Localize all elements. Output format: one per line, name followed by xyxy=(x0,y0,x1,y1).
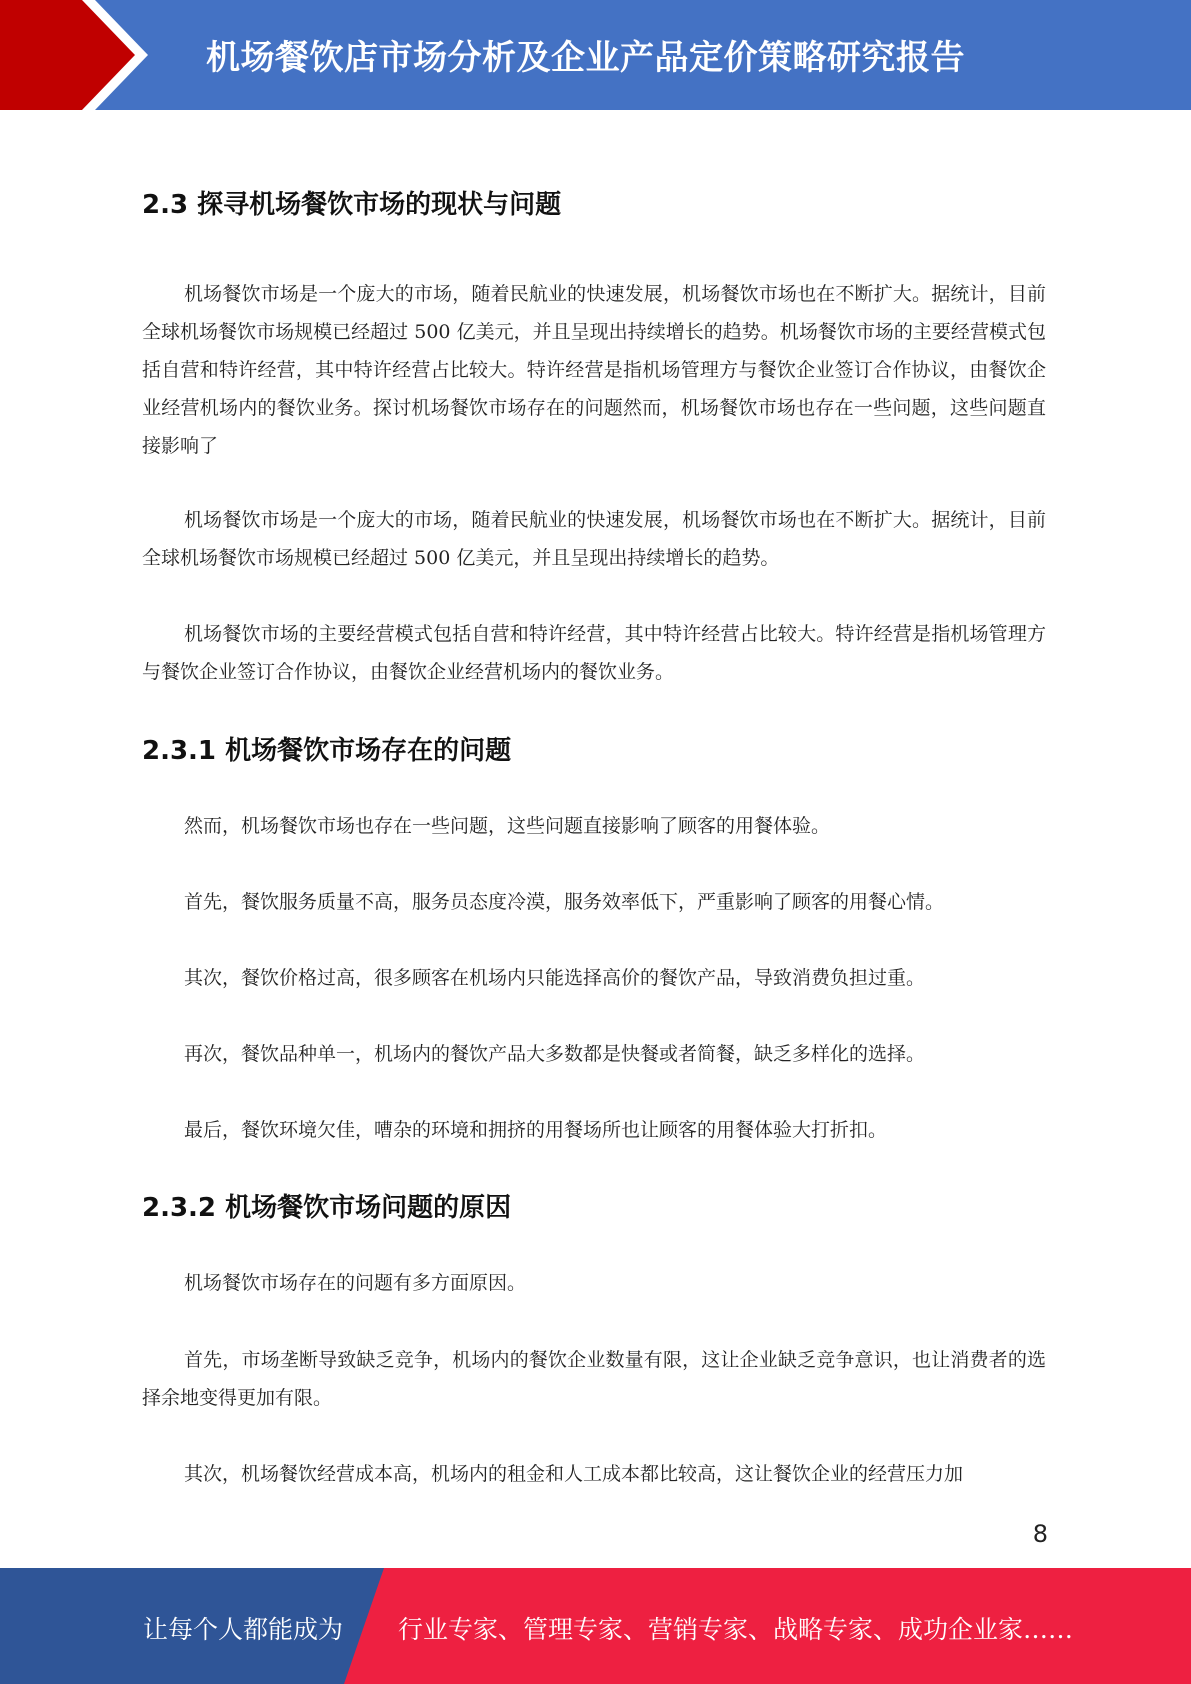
footer-slogan-right: 行业专家、管理专家、营销专家、战略专家、成功企业家…… xyxy=(398,1615,1074,1644)
footer-banner xyxy=(0,1568,1191,1684)
header-banner xyxy=(0,0,1191,110)
paragraph: 机场餐饮市场是一个庞大的市场，随着民航业的快速发展，机场餐饮市场也在不断扩大。据统计，目前全球机场餐饮市场规模已经超过 500 亿美元，并且呈现出持续增长的趋势。机场餐饮市场的主要经营模式包括自营和特许经营，其中特许经营占比较大。特许经营是指机场管理方与餐饮企业签订合作协议，由餐饮企业经营机场内的餐饮业务。探讨机场餐饮市场存在的问题然而，机场餐饮市场也存在一些问题，这些问题直接影响了 xyxy=(142,283,1046,457)
header-arrow-decoration xyxy=(0,0,160,110)
report-title: 机场餐饮店市场分析及企业产品定价策略研究报告 xyxy=(206,38,965,78)
paragraph: 机场餐饮市场存在的问题有多方面原因。 xyxy=(184,1272,527,1294)
footer-slogan-left: 让每个人都能成为 xyxy=(143,1615,344,1644)
paragraph: 最后，餐饮环境欠佳，嘈杂的环境和拥挤的用餐场所也让顾客的用餐体验大打折扣。 xyxy=(184,1119,888,1141)
paragraph: 机场餐饮市场是一个庞大的市场，随着民航业的快速发展，机场餐饮市场也在不断扩大。据统计，目前全球机场餐饮市场规模已经超过 500 亿美元，并且呈现出持续增长的趋势。 xyxy=(142,509,1046,569)
paragraph: 其次，机场餐饮经营成本高，机场内的租金和人工成本都比较高，这让餐饮企业的经营压力加 xyxy=(184,1463,964,1485)
section-heading-2-3-2: 2.3.2 机场餐饮市场问题的原因 xyxy=(142,1193,512,1223)
paragraph: 首先，餐饮服务质量不高，服务员态度冷漠，服务效率低下，严重影响了顾客的用餐心情。 xyxy=(184,891,945,913)
section-heading-2-3: 2.3 探寻机场餐饮市场的现状与问题 xyxy=(142,190,562,220)
paragraph: 再次，餐饮品种单一，机场内的餐饮产品大多数都是快餐或者简餐，缺乏多样化的选择。 xyxy=(184,1043,926,1065)
paragraph: 然而，机场餐饮市场也存在一些问题，这些问题直接影响了顾客的用餐体验。 xyxy=(184,815,831,837)
paragraph: 机场餐饮市场的主要经营模式包括自营和特许经营，其中特许经营占比较大。特许经营是指机场管理方与餐饮企业签订合作协议，由餐饮企业经营机场内的餐饮业务。 xyxy=(142,623,1046,683)
section-heading-2-3-1: 2.3.1 机场餐饮市场存在的问题 xyxy=(142,736,512,766)
page-number: 8 xyxy=(1032,1520,1048,1548)
paragraph: 其次，餐饮价格过高，很多顾客在机场内只能选择高价的餐饮产品，导致消费负担过重。 xyxy=(184,967,926,989)
paragraph: 首先，市场垄断导致缺乏竞争，机场内的餐饮企业数量有限，这让企业缺乏竞争意识，也让消费者的选择余地变得更加有限。 xyxy=(142,1349,1046,1409)
